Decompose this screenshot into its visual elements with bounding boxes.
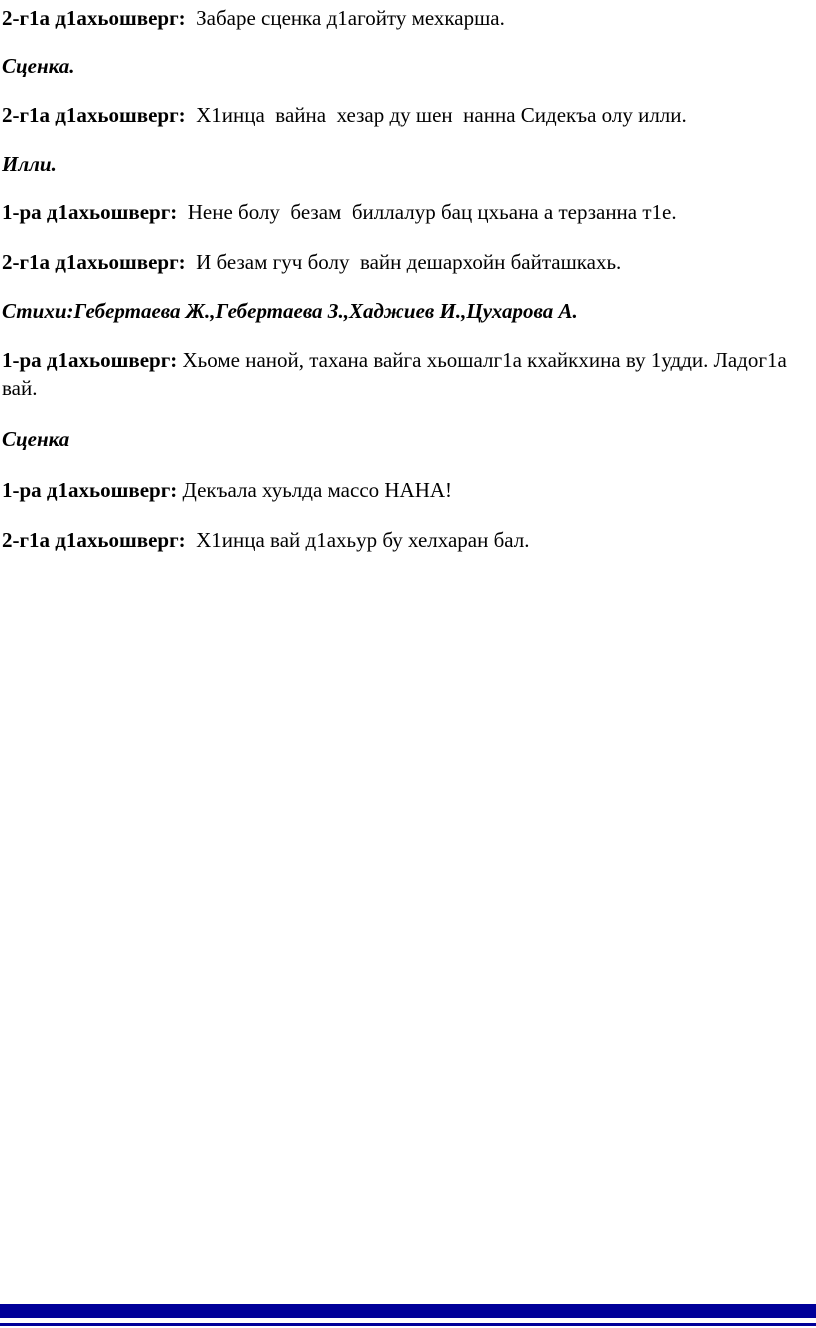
speaker-label: 2-г1а д1ахьошверг:: [2, 6, 186, 30]
dialogue-line-3: [2, 198, 814, 226]
line-text: Забаре сценка д1агойту мехкарша.: [185, 6, 505, 30]
stage-direction-poems: Стихи:Гебертаева Ж.,Гебертаева З.,Хаджиев И.,Цухарова А.: [2, 299, 578, 323]
dialogue-line-6: [2, 476, 814, 504]
dialogue-line-4: [2, 248, 814, 276]
dialogue-line-1: [2, 4, 814, 32]
line-text: Декъала хуьлда массо НАНА!: [177, 478, 453, 502]
speaker-label: 1-ра д1ахьошверг:: [2, 348, 178, 372]
speaker-label: 1-ра д1ахьошверг:: [2, 478, 178, 502]
speaker-label: 2-г1а д1ахьошверг:: [2, 250, 186, 274]
dialogue-line-5: [2, 346, 814, 402]
line-text: Хьоме наной, тахана вайга хьошалг1а кхайкхина ву 1удди. Ладог1а вай.: [2, 348, 793, 400]
line-text: Х1инца вайна хезар ду шен нанна Сидекъа олу илли.: [185, 103, 687, 127]
speaker-label: 2-г1а д1ахьошверг:: [2, 528, 186, 552]
dialogue-line-7: [2, 526, 814, 554]
stage-direction-scene-2: Сценка: [2, 427, 70, 451]
speaker-label: 2-г1а д1ахьошверг:: [2, 103, 186, 127]
stage-direction-scene-1: Сценка.: [2, 54, 75, 78]
stage-direction-illi: Илли.: [2, 152, 57, 176]
line-text: Х1инца вай д1ахьур бу хелхаран бал.: [185, 528, 530, 552]
footer-divider-thick: [0, 1304, 816, 1318]
line-text: И безам гуч болу вайн дешархойн байташкахь.: [185, 250, 622, 274]
speaker-label: 1-ра д1ахьошверг:: [2, 200, 178, 224]
line-text: Нене болу безам биллалур бац цхьана а терзанна т1е.: [177, 200, 677, 224]
dialogue-line-2: [2, 101, 814, 129]
footer-divider-thin: [0, 1323, 816, 1326]
